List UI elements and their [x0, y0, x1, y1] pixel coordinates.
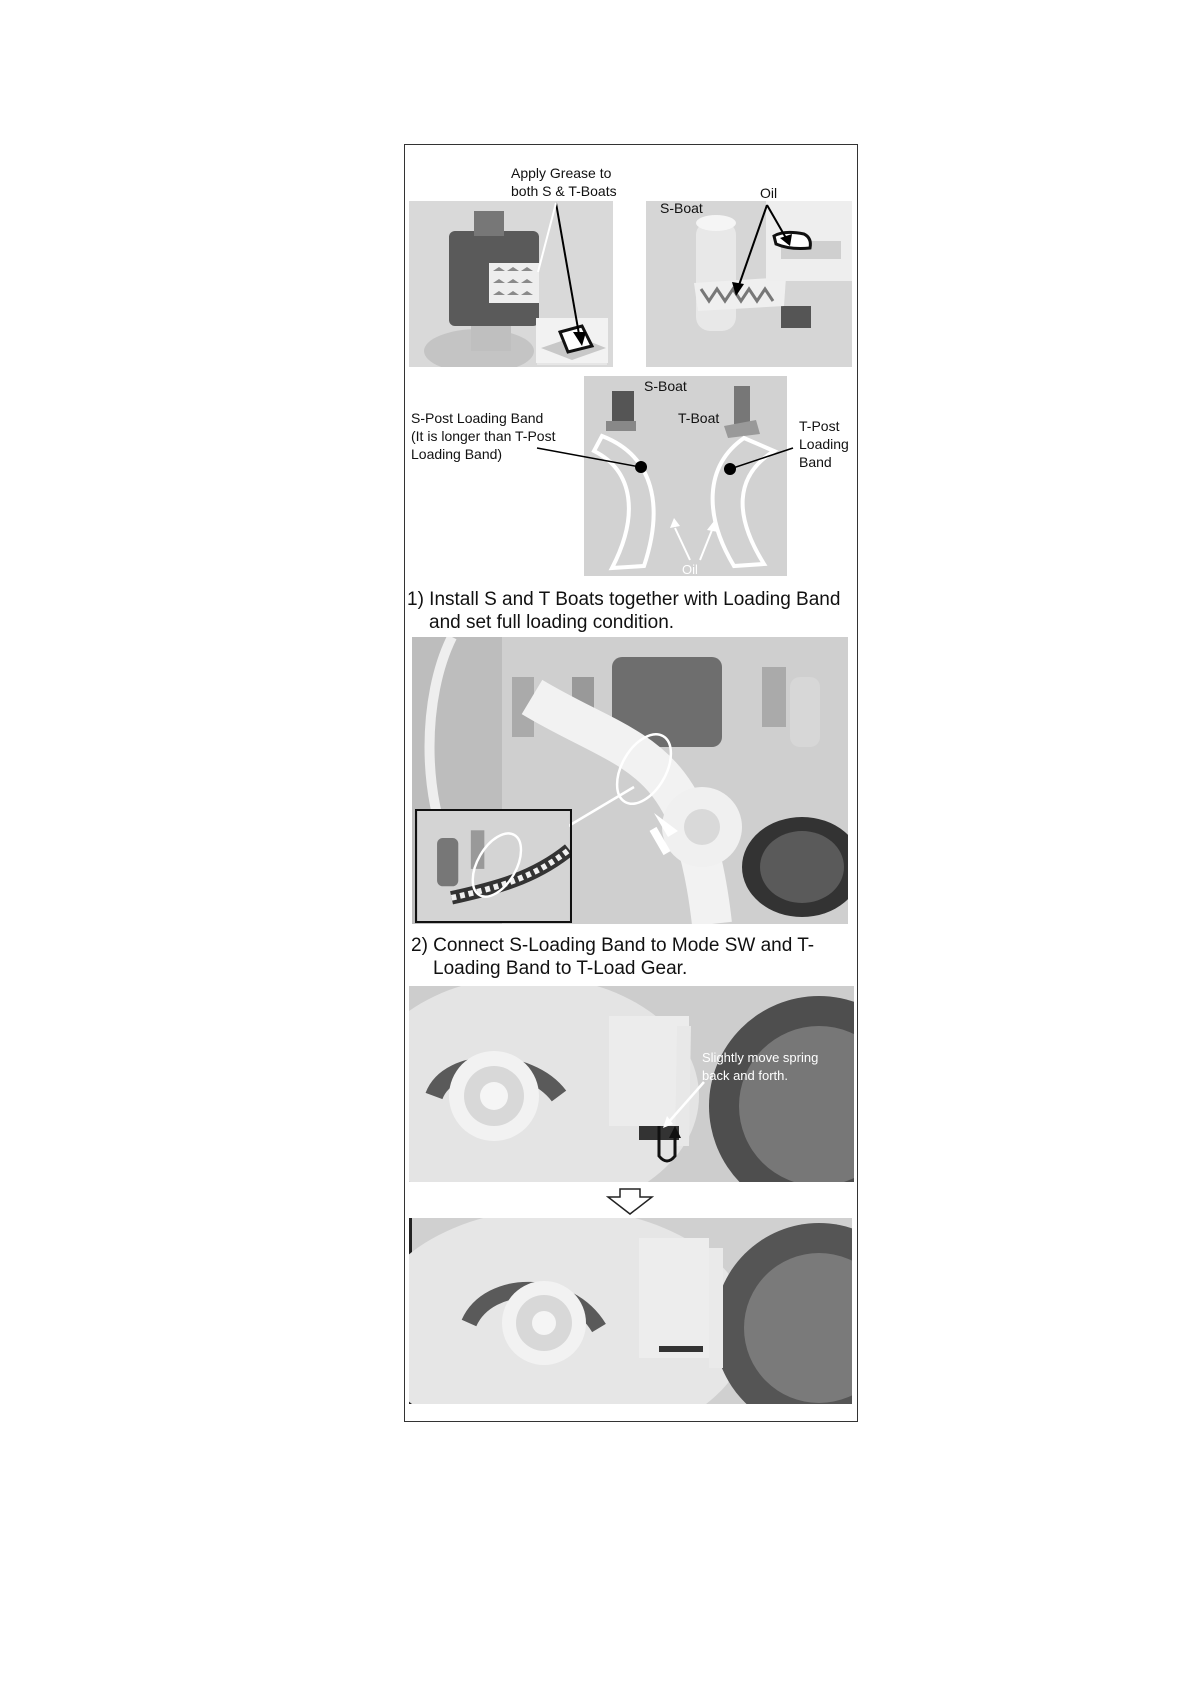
step2-instruction: [411, 934, 814, 980]
oil-photo-right: [646, 201, 852, 367]
spost-label-line1: S-Post Loading Band: [411, 410, 544, 426]
tpost-label-line2: Loading: [799, 436, 849, 452]
grease-label-line2: both S & T-Boats: [511, 183, 617, 199]
tpost-label-line3: Band: [799, 454, 832, 470]
step2-line2: Loading Band to T-Load Gear.: [433, 958, 688, 979]
spost-label-line3: Loading Band): [411, 446, 503, 462]
sboat-label-mid: S-Boat: [644, 378, 687, 394]
tpost-label-line1: T-Post: [799, 418, 840, 434]
step2-photo-before: [409, 986, 854, 1182]
step2-photo-after: [409, 1218, 852, 1404]
step1-line2: and set full loading condition.: [429, 612, 675, 633]
oil-label-bands: Oil: [682, 562, 698, 577]
step1-instruction: [407, 588, 840, 634]
spost-label-line2: (It is longer than T-Post: [411, 428, 556, 444]
oil-label-top: Oil: [760, 185, 778, 201]
grease-label-line1: Apply Grease to: [511, 165, 612, 181]
tboat-label-mid: T-Boat: [678, 410, 720, 426]
spring-note-line2: back and forth.: [702, 1068, 788, 1083]
sboat-label-top: S-Boat: [660, 200, 703, 216]
grease-inset-photo: [536, 318, 608, 363]
step1-line1: 1) Install S and T Boats together with Loading Band: [407, 589, 841, 610]
loading-band-photo: [584, 376, 787, 576]
spring-note-line1: Slightly move spring: [702, 1050, 819, 1065]
step2-line1: 2) Connect S-Loading Band to Mode SW and T-: [411, 935, 815, 956]
step1-inset-photo: [415, 809, 572, 923]
